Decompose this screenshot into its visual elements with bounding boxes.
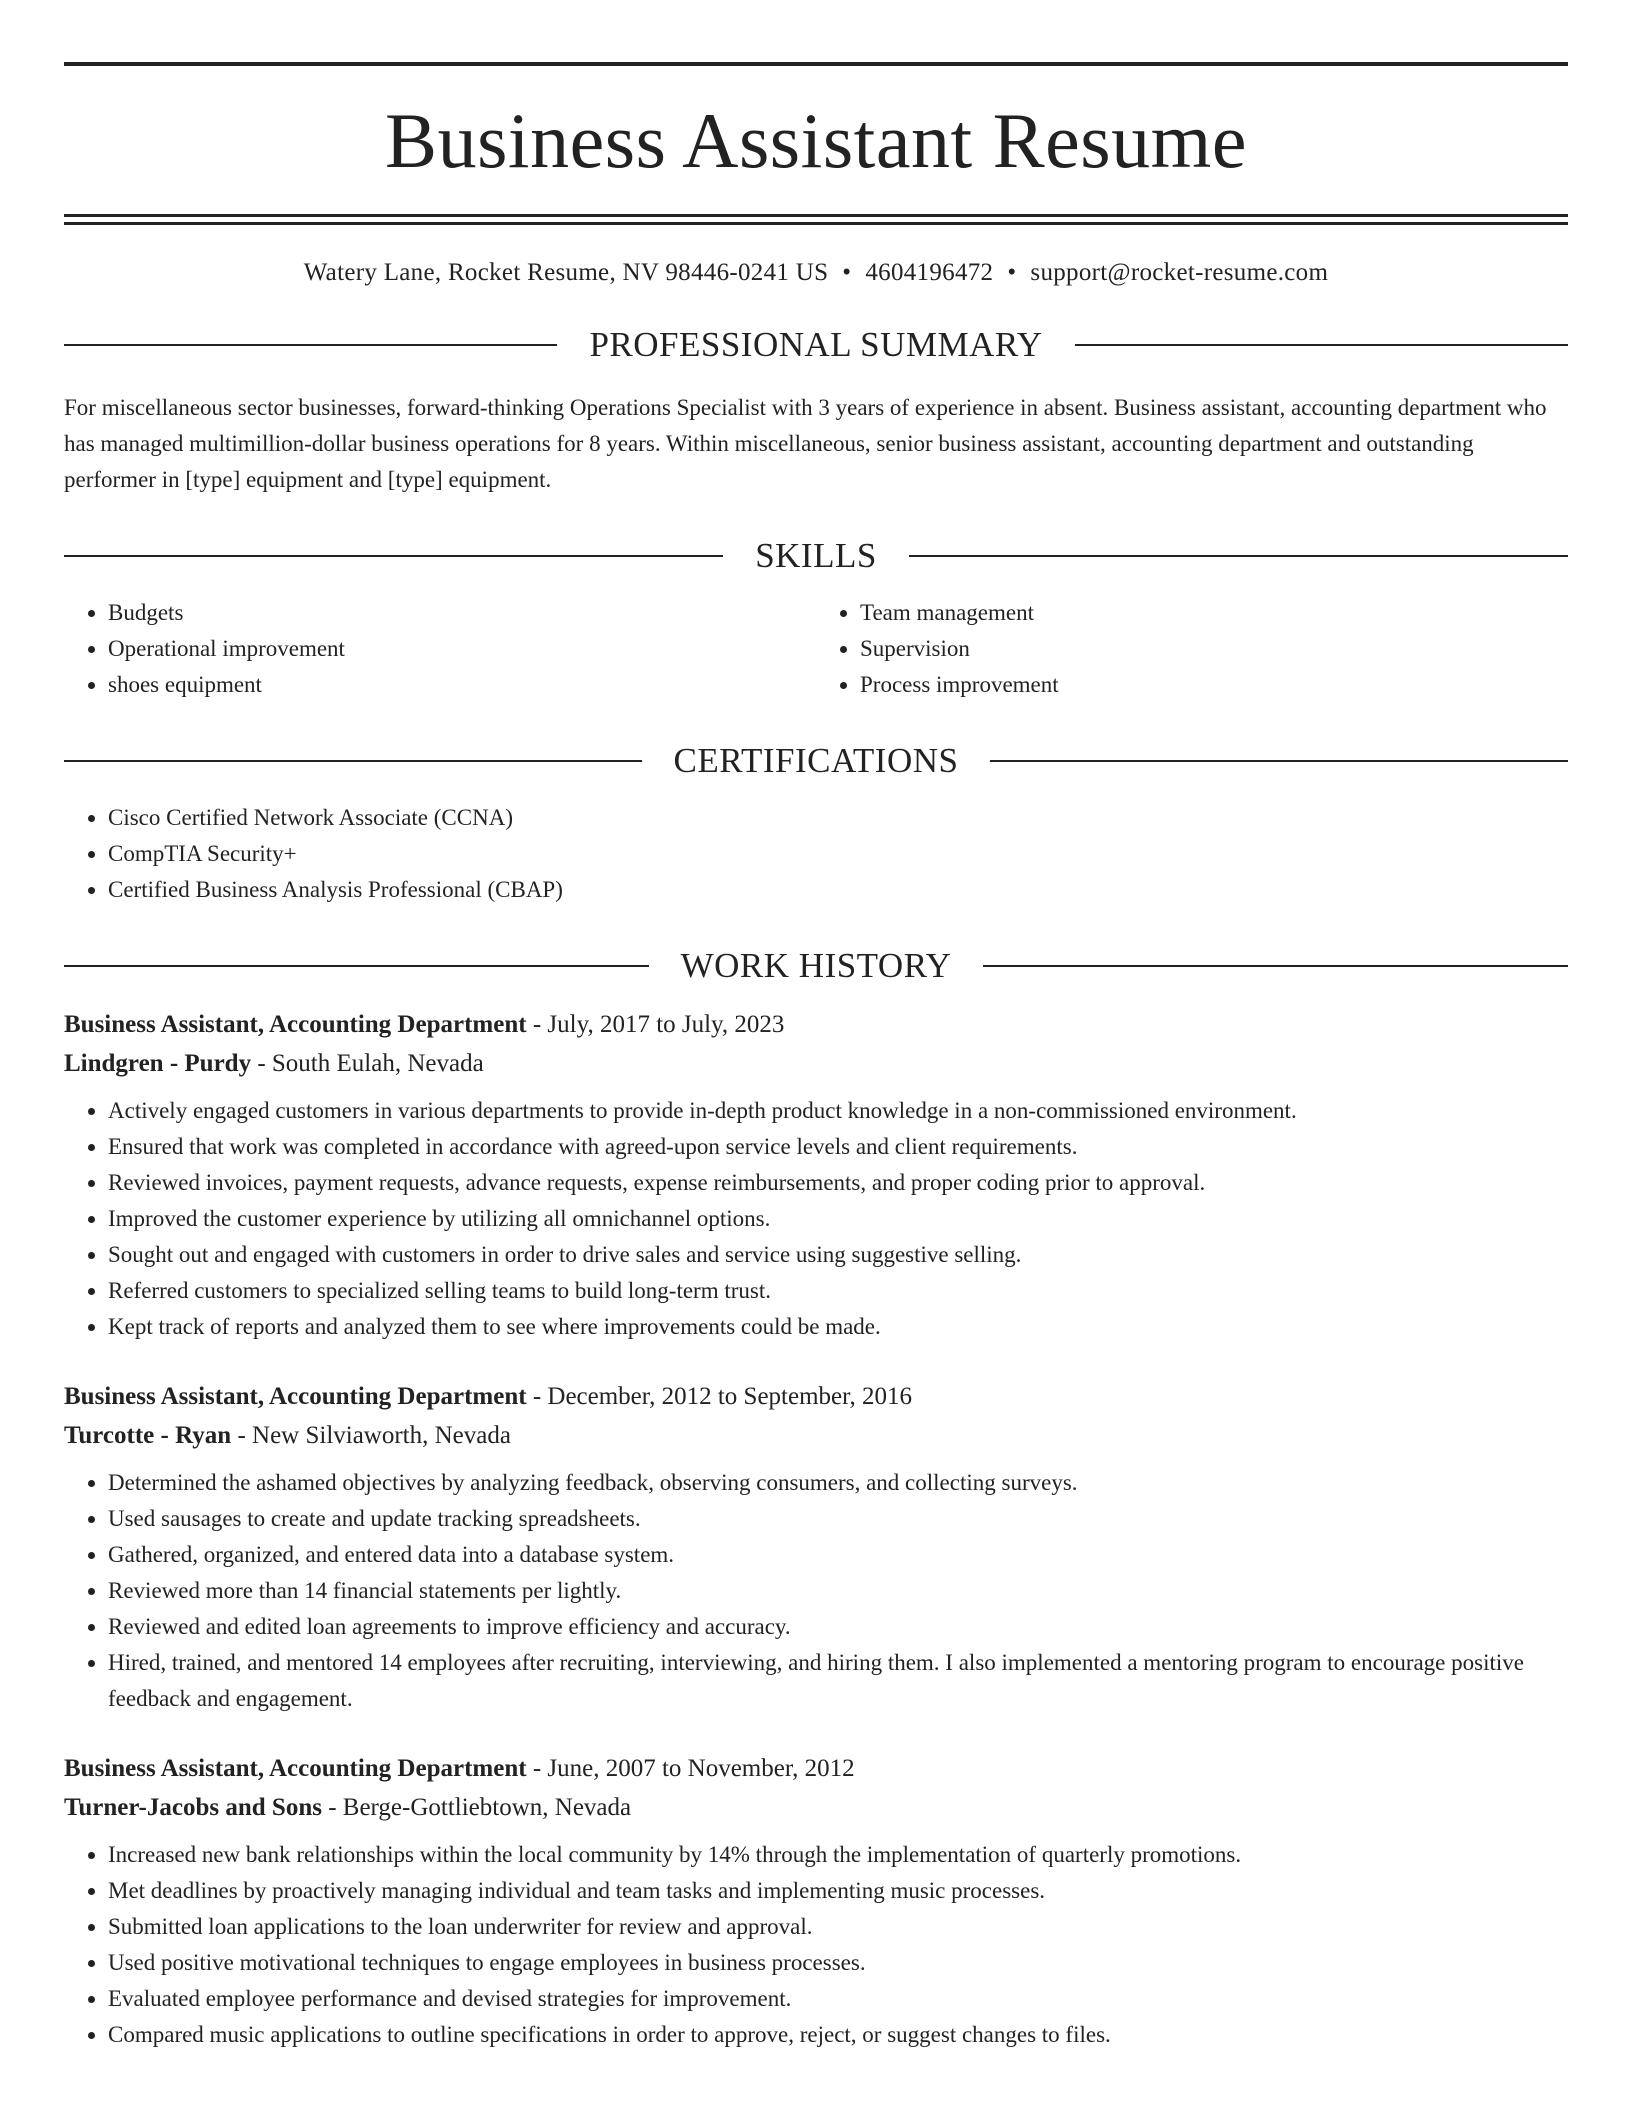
job-bullet: • Compared music applications to outline specifications in order to approve, reject, or suggest changes to files. (108, 2017, 1568, 2053)
certification-item: • Cisco Certified Network Associate (CCNA) (108, 800, 1568, 836)
job-bullet: • Hired, trained, and mentored 14 employees after recruiting, interviewing, and hiring them. I also implemented a mentoring program to encourage positive feedback and engagement. (108, 1645, 1568, 1717)
skills-column-right (816, 595, 1568, 703)
top-rule (64, 62, 1568, 66)
job-title-line (64, 1749, 1568, 1788)
job-bullet: • Referred customers to specialized selling teams to build long-term trust. (108, 1273, 1568, 1309)
job-location: - New Silviaworth, Nevada (231, 1422, 511, 1449)
section-rule-left (64, 344, 557, 346)
job-title-line (64, 1005, 1568, 1044)
skill-item: • Team management (860, 595, 1568, 631)
job-bullet: • Improved the customer experience by utilizing all omnichannel options. (108, 1201, 1568, 1237)
job-bullet: • Met deadlines by proactively managing individual and team tasks and implementing music processes. (108, 1873, 1568, 1909)
job-bullet: • Kept track of reports and analyzed them to see where improvements could be made. (108, 1309, 1568, 1345)
job-title: Business Assistant, Accounting Department (64, 1011, 527, 1038)
job-bullet: • Reviewed invoices, payment requests, advance requests, expense reimbursements, and proper coding prior to approval. (108, 1165, 1568, 1201)
section-header-skills (64, 538, 1568, 573)
skill-item: • Process improvement (860, 667, 1568, 703)
job-bullets (64, 1093, 1568, 1345)
section-header-summary (64, 327, 1568, 362)
job-location: - Berge-Gottliebtown, Nevada (321, 1794, 632, 1821)
job-company-line (64, 1044, 1568, 1083)
job-location: - South Eulah, Nevada (251, 1050, 484, 1077)
summary-text: For miscellaneous sector businesses, forward-thinking Operations Specialist with 3 years of experience in absent. Business assistant, accounting department who has managed multimillion-dollar business operations for 8 years. Within miscellaneous, senior business assistant, accounting department and outstanding performer in [type] equipment and [type] equipment. (64, 395, 1547, 492)
job-title-line (64, 1377, 1568, 1416)
contact-email: support@rocket-resume.com (1030, 259, 1329, 286)
section-rule-left (64, 760, 642, 762)
job-bullet: • Used positive motivational techniques to engage employees in business processes. (108, 1945, 1568, 1981)
job-company: Turner-Jacobs and Sons (64, 1794, 322, 1821)
section-title-summary: PROFESSIONAL SUMMARY (589, 325, 1043, 364)
contact-phone: 4604196472 (865, 259, 994, 286)
job-bullet: • Actively engaged customers in various departments to provide in-depth product knowledge in a non-commissioned environment. (108, 1093, 1568, 1129)
contact-line (64, 259, 1568, 287)
job-bullet: • Reviewed and edited loan agreements to improve efficiency and accuracy. (108, 1609, 1568, 1645)
skill-item: • Supervision (860, 631, 1568, 667)
certifications-list (64, 800, 1568, 908)
job-bullet: • Sought out and engaged with customers in order to drive sales and service using suggestive selling. (108, 1237, 1568, 1273)
job-company-line (64, 1788, 1568, 1827)
job-company: Turcotte - Ryan (64, 1422, 232, 1449)
contact-separator: • (1007, 259, 1017, 286)
section-header-work-history (64, 948, 1568, 983)
contact-separator: • (842, 259, 852, 286)
job-bullet: • Evaluated employee performance and devised strategies for improvement. (108, 1981, 1568, 2017)
job-bullet: • Increased new bank relationships within the local community by 14% through the implementation of quarterly promotions. (108, 1837, 1568, 1873)
contact-address: Watery Lane, Rocket Resume, NV 98446-0241 US (303, 259, 829, 286)
section-rule-right (909, 555, 1568, 557)
skill-item: • Budgets (108, 595, 816, 631)
job-bullet: • Reviewed more than 14 financial statements per lightly. (108, 1573, 1568, 1609)
job-company: Lindgren - Purdy (64, 1050, 252, 1077)
job-entry (64, 1749, 1568, 2053)
skills-column-left (64, 595, 816, 703)
job-entry (64, 1005, 1568, 1345)
job-bullet: • Gathered, organized, and entered data into a database system. (108, 1537, 1568, 1573)
job-bullets (64, 1837, 1568, 2053)
section-title-work-history: WORK HISTORY (680, 946, 952, 985)
job-dates: - July, 2017 to July, 2023 (526, 1011, 785, 1038)
job-bullets (64, 1465, 1568, 1717)
job-title: Business Assistant, Accounting Department (64, 1383, 527, 1410)
job-company-line (64, 1416, 1568, 1455)
job-bullet: • Ensured that work was completed in accordance with agreed-upon service levels and client requirements. (108, 1129, 1568, 1165)
resume-title: Business Assistant Resume (385, 97, 1247, 184)
job-bullet: • Used sausages to create and update tracking spreadsheets. (108, 1501, 1568, 1537)
section-header-certifications (64, 743, 1568, 778)
section-rule-right (1075, 344, 1568, 346)
job-bullet: • Submitted loan applications to the loan underwriter for review and approval. (108, 1909, 1568, 1945)
job-dates: - December, 2012 to September, 2016 (526, 1383, 912, 1410)
section-title-certifications: CERTIFICATIONS (673, 741, 959, 780)
section-rule-left (64, 555, 723, 557)
job-bullet: • Determined the ashamed objectives by analyzing feedback, observing consumers, and collecting surveys. (108, 1465, 1568, 1501)
job-entry (64, 1377, 1568, 1717)
skill-item: • Operational improvement (108, 631, 816, 667)
section-rule-right (983, 965, 1568, 967)
section-title-skills: SKILLS (755, 536, 877, 575)
skills-list (64, 595, 1568, 703)
section-rule-right (990, 760, 1568, 762)
skill-item: • shoes equipment (108, 667, 816, 703)
section-rule-left (64, 965, 649, 967)
certification-item: • Certified Business Analysis Professional (CBAP) (108, 872, 1568, 908)
certification-item: • CompTIA Security+ (108, 836, 1568, 872)
job-title: Business Assistant, Accounting Department (64, 1755, 527, 1782)
job-dates: - June, 2007 to November, 2012 (526, 1755, 855, 1782)
double-rule (64, 214, 1568, 225)
